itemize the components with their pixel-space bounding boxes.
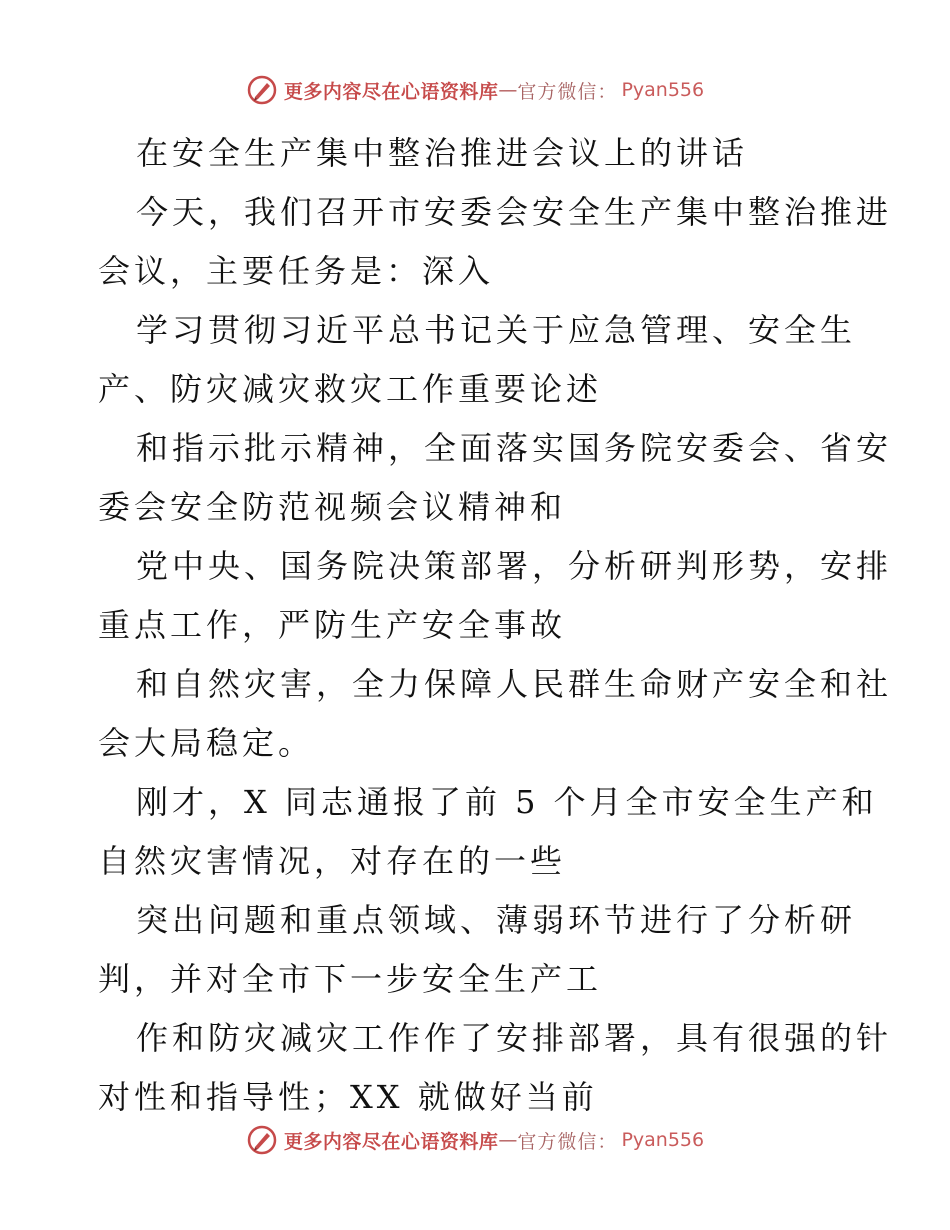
text-line: 会大局稳定。 [98, 724, 315, 762]
watermark-official-label: 官方微信： [517, 80, 618, 103]
text-line: 产、防灾减灾救灾工作重要论述 [98, 370, 603, 408]
text-line: 刚才，X 同志通报了前 5 个月全市安全生产和 [136, 783, 878, 821]
text-line: 自然灾害情况，对存在的一些 [98, 842, 567, 880]
watermark-separator: — [498, 79, 518, 101]
pen-logo-icon [246, 74, 278, 106]
text-line: 对性和指导性；XX 就做好当前 [98, 1078, 598, 1116]
watermark-separator: — [498, 1129, 518, 1151]
text-line: 在安全生产集中整治推进会议上的讲话 [136, 134, 749, 172]
pen-logo-icon [246, 1124, 278, 1156]
watermark-main-text: 更多内容尽在心语资料库 [283, 1130, 499, 1153]
text-line: 和指示批示精神，全面落实国务院安委会、省安 [136, 429, 893, 467]
header-watermark [0, 72, 950, 108]
text-line: 突出问题和重点领域、薄弱环节进行了分析研 [136, 901, 857, 939]
text-line: 委会安全防范视频会议精神和 [98, 488, 567, 526]
watermark-account-id: Pyan556 [621, 79, 705, 101]
text-line: 作和防灾减灾工作作了安排部署，具有很强的针 [136, 1019, 893, 1057]
document-body [98, 124, 893, 1127]
text-line: 和自然灾害，全力保障人民群生命财产安全和社 [136, 665, 893, 703]
footer-watermark [0, 1122, 950, 1158]
text-line: 重点工作，严防生产安全事故 [98, 606, 567, 644]
watermark-account-id: Pyan556 [621, 1129, 705, 1151]
text-line: 今天，我们召开市安委会安全生产集中整治推进 [136, 193, 893, 231]
text-line: 学习贯彻习近平总书记关于应急管理、安全生 [136, 311, 857, 349]
watermark-official-label: 官方微信： [517, 1130, 618, 1153]
text-line: 会议，主要任务是：深入 [98, 252, 495, 290]
text-line: 判，并对全市下一步安全生产工 [98, 960, 603, 998]
watermark-main-text: 更多内容尽在心语资料库 [283, 80, 499, 103]
text-line: 党中央、国务院决策部署，分析研判形势，安排 [136, 547, 893, 585]
